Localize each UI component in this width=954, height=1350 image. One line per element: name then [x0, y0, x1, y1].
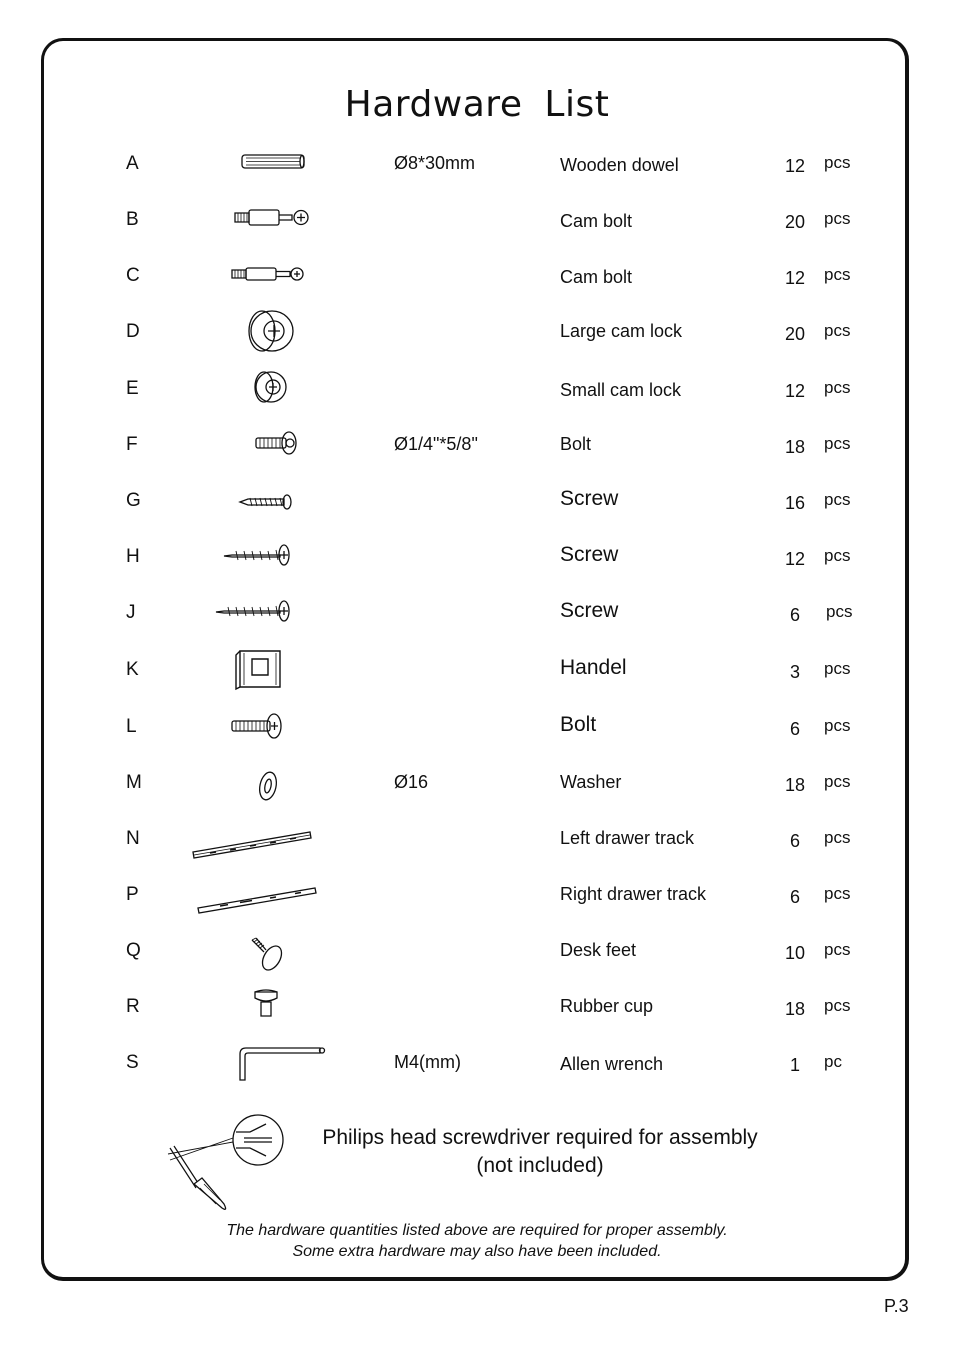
hardware-row-q — [0, 940, 954, 996]
item-letter: G — [126, 490, 141, 511]
footer-line2: Some extra hardware may also have been included. — [292, 1243, 662, 1260]
hardware-row-c — [0, 265, 954, 321]
item-unit: pcs — [824, 716, 851, 735]
item-letter: E — [126, 378, 139, 399]
hardware-row-s — [0, 1052, 954, 1108]
hardware-row-l — [0, 713, 954, 772]
item-unit: pcs — [824, 265, 851, 284]
screw-icon — [180, 470, 340, 526]
item-spec: M4(mm) — [394, 1052, 461, 1072]
item-letter: H — [126, 546, 140, 567]
item-unit: pcs — [826, 602, 853, 621]
item-quantity: 6 — [789, 887, 800, 907]
item-name: Bolt — [560, 434, 592, 454]
item-quantity: 12 — [784, 156, 806, 176]
item-quantity: 16 — [784, 493, 806, 513]
item-letter: P — [126, 884, 139, 905]
item-unit: pcs — [824, 940, 851, 959]
item-unit: pcs — [824, 209, 851, 228]
item-unit: pc — [824, 1052, 842, 1071]
item-name: Cam bolt — [560, 267, 633, 287]
item-unit: pcs — [824, 546, 851, 565]
item-unit: pcs — [824, 321, 851, 340]
screwdriver-icon — [160, 1108, 300, 1223]
item-unit: pcs — [824, 828, 851, 847]
item-name: Large cam lock — [560, 321, 683, 341]
item-letter: Q — [126, 940, 141, 961]
item-unit: pcs — [824, 378, 851, 397]
item-name: Screw — [560, 487, 619, 510]
page-number: P.3 — [884, 1296, 909, 1316]
tool-note-line2: (not included) — [476, 1154, 604, 1177]
item-spec: Ø8*30mm — [394, 153, 476, 173]
item-name: Desk feet — [560, 940, 637, 960]
item-unit: pcs — [824, 996, 851, 1015]
tool-note — [300, 1124, 780, 1180]
bolt-icon — [180, 414, 340, 470]
item-quantity: 6 — [789, 831, 800, 851]
cam-bolt-icon — [180, 189, 340, 245]
large-cam-lock-icon — [180, 301, 340, 357]
hardware-row-r — [0, 996, 954, 1052]
item-letter: A — [126, 153, 139, 174]
item-letter: M — [126, 772, 142, 793]
item-letter: R — [126, 996, 140, 1017]
hardware-row-p — [0, 884, 954, 940]
item-quantity: 6 — [789, 719, 800, 739]
item-quantity: 6 — [789, 605, 800, 625]
item-letter: C — [126, 265, 140, 286]
item-quantity: 10 — [784, 943, 806, 963]
item-unit: pcs — [824, 884, 851, 903]
item-letter: B — [126, 209, 139, 230]
tool-note-line1: Philips head screwdriver required for assembly — [322, 1126, 758, 1149]
item-letter: F — [126, 434, 138, 455]
hardware-row-k — [0, 656, 954, 715]
item-name: Right drawer track — [560, 884, 707, 904]
item-quantity: 12 — [784, 549, 806, 569]
hardware-row-g — [0, 487, 954, 546]
cam-bolt-icon — [180, 245, 340, 301]
item-quantity: 20 — [784, 212, 806, 232]
item-name: Handel — [560, 656, 627, 679]
allen-wrench-icon — [180, 1032, 340, 1088]
item-quantity: 18 — [784, 775, 806, 795]
item-quantity: 20 — [784, 324, 806, 344]
item-name: Left drawer track — [560, 828, 695, 848]
item-quantity: 3 — [789, 662, 800, 682]
drawer-track-icon — [180, 864, 340, 920]
item-name: Rubber cup — [560, 996, 654, 1016]
item-name: Bolt — [560, 713, 597, 736]
screw-icon — [180, 582, 340, 638]
hardware-row-b — [0, 209, 954, 265]
item-letter: N — [126, 828, 140, 849]
washer-icon — [180, 752, 340, 808]
footer-line1: The hardware quantities listed above are required for proper assembly. — [226, 1222, 728, 1239]
drawer-track-icon — [180, 808, 340, 864]
bolt-icon — [180, 696, 340, 752]
item-name: Cam bolt — [560, 211, 633, 231]
rubber-cup-icon — [180, 976, 340, 1032]
item-name: Screw — [560, 599, 619, 622]
item-name: Wooden dowel — [560, 155, 679, 175]
item-letter: S — [126, 1052, 139, 1073]
hardware-row-f — [0, 434, 954, 490]
footer-note — [0, 1220, 954, 1262]
item-unit: pcs — [824, 772, 851, 791]
wooden-dowel-icon — [180, 133, 340, 189]
handle-icon — [180, 639, 340, 695]
item-letter: L — [126, 716, 137, 737]
item-quantity: 1 — [789, 1055, 800, 1075]
screw-icon — [180, 526, 340, 582]
item-letter: J — [126, 602, 136, 623]
item-name: Allen wrench — [560, 1054, 664, 1074]
hardware-row-e — [0, 378, 954, 434]
small-cam-lock-icon — [180, 358, 340, 414]
hardware-row-d — [0, 321, 954, 377]
item-name: Screw — [560, 543, 619, 566]
page-title: Hardware List — [344, 84, 610, 125]
item-unit: pcs — [824, 434, 851, 453]
item-quantity: 12 — [784, 268, 806, 288]
item-unit: pcs — [824, 490, 851, 509]
item-letter: K — [126, 659, 139, 680]
item-quantity: 18 — [784, 999, 806, 1019]
hardware-row-m — [0, 772, 954, 828]
hardware-row-n — [0, 828, 954, 884]
desk-foot-icon — [180, 920, 340, 976]
item-quantity: 12 — [784, 381, 806, 401]
item-name: Small cam lock — [560, 380, 682, 400]
item-unit: pcs — [824, 659, 851, 678]
item-spec: Ø1/4"*5/8" — [394, 434, 478, 454]
item-unit: pcs — [824, 153, 851, 172]
hardware-row-h — [0, 543, 954, 602]
item-quantity: 18 — [784, 437, 806, 457]
item-letter: D — [126, 321, 140, 342]
item-name: Washer — [560, 772, 622, 792]
hardware-row-a — [0, 153, 954, 209]
hardware-row-j — [0, 599, 954, 658]
item-spec: Ø16 — [394, 772, 429, 792]
